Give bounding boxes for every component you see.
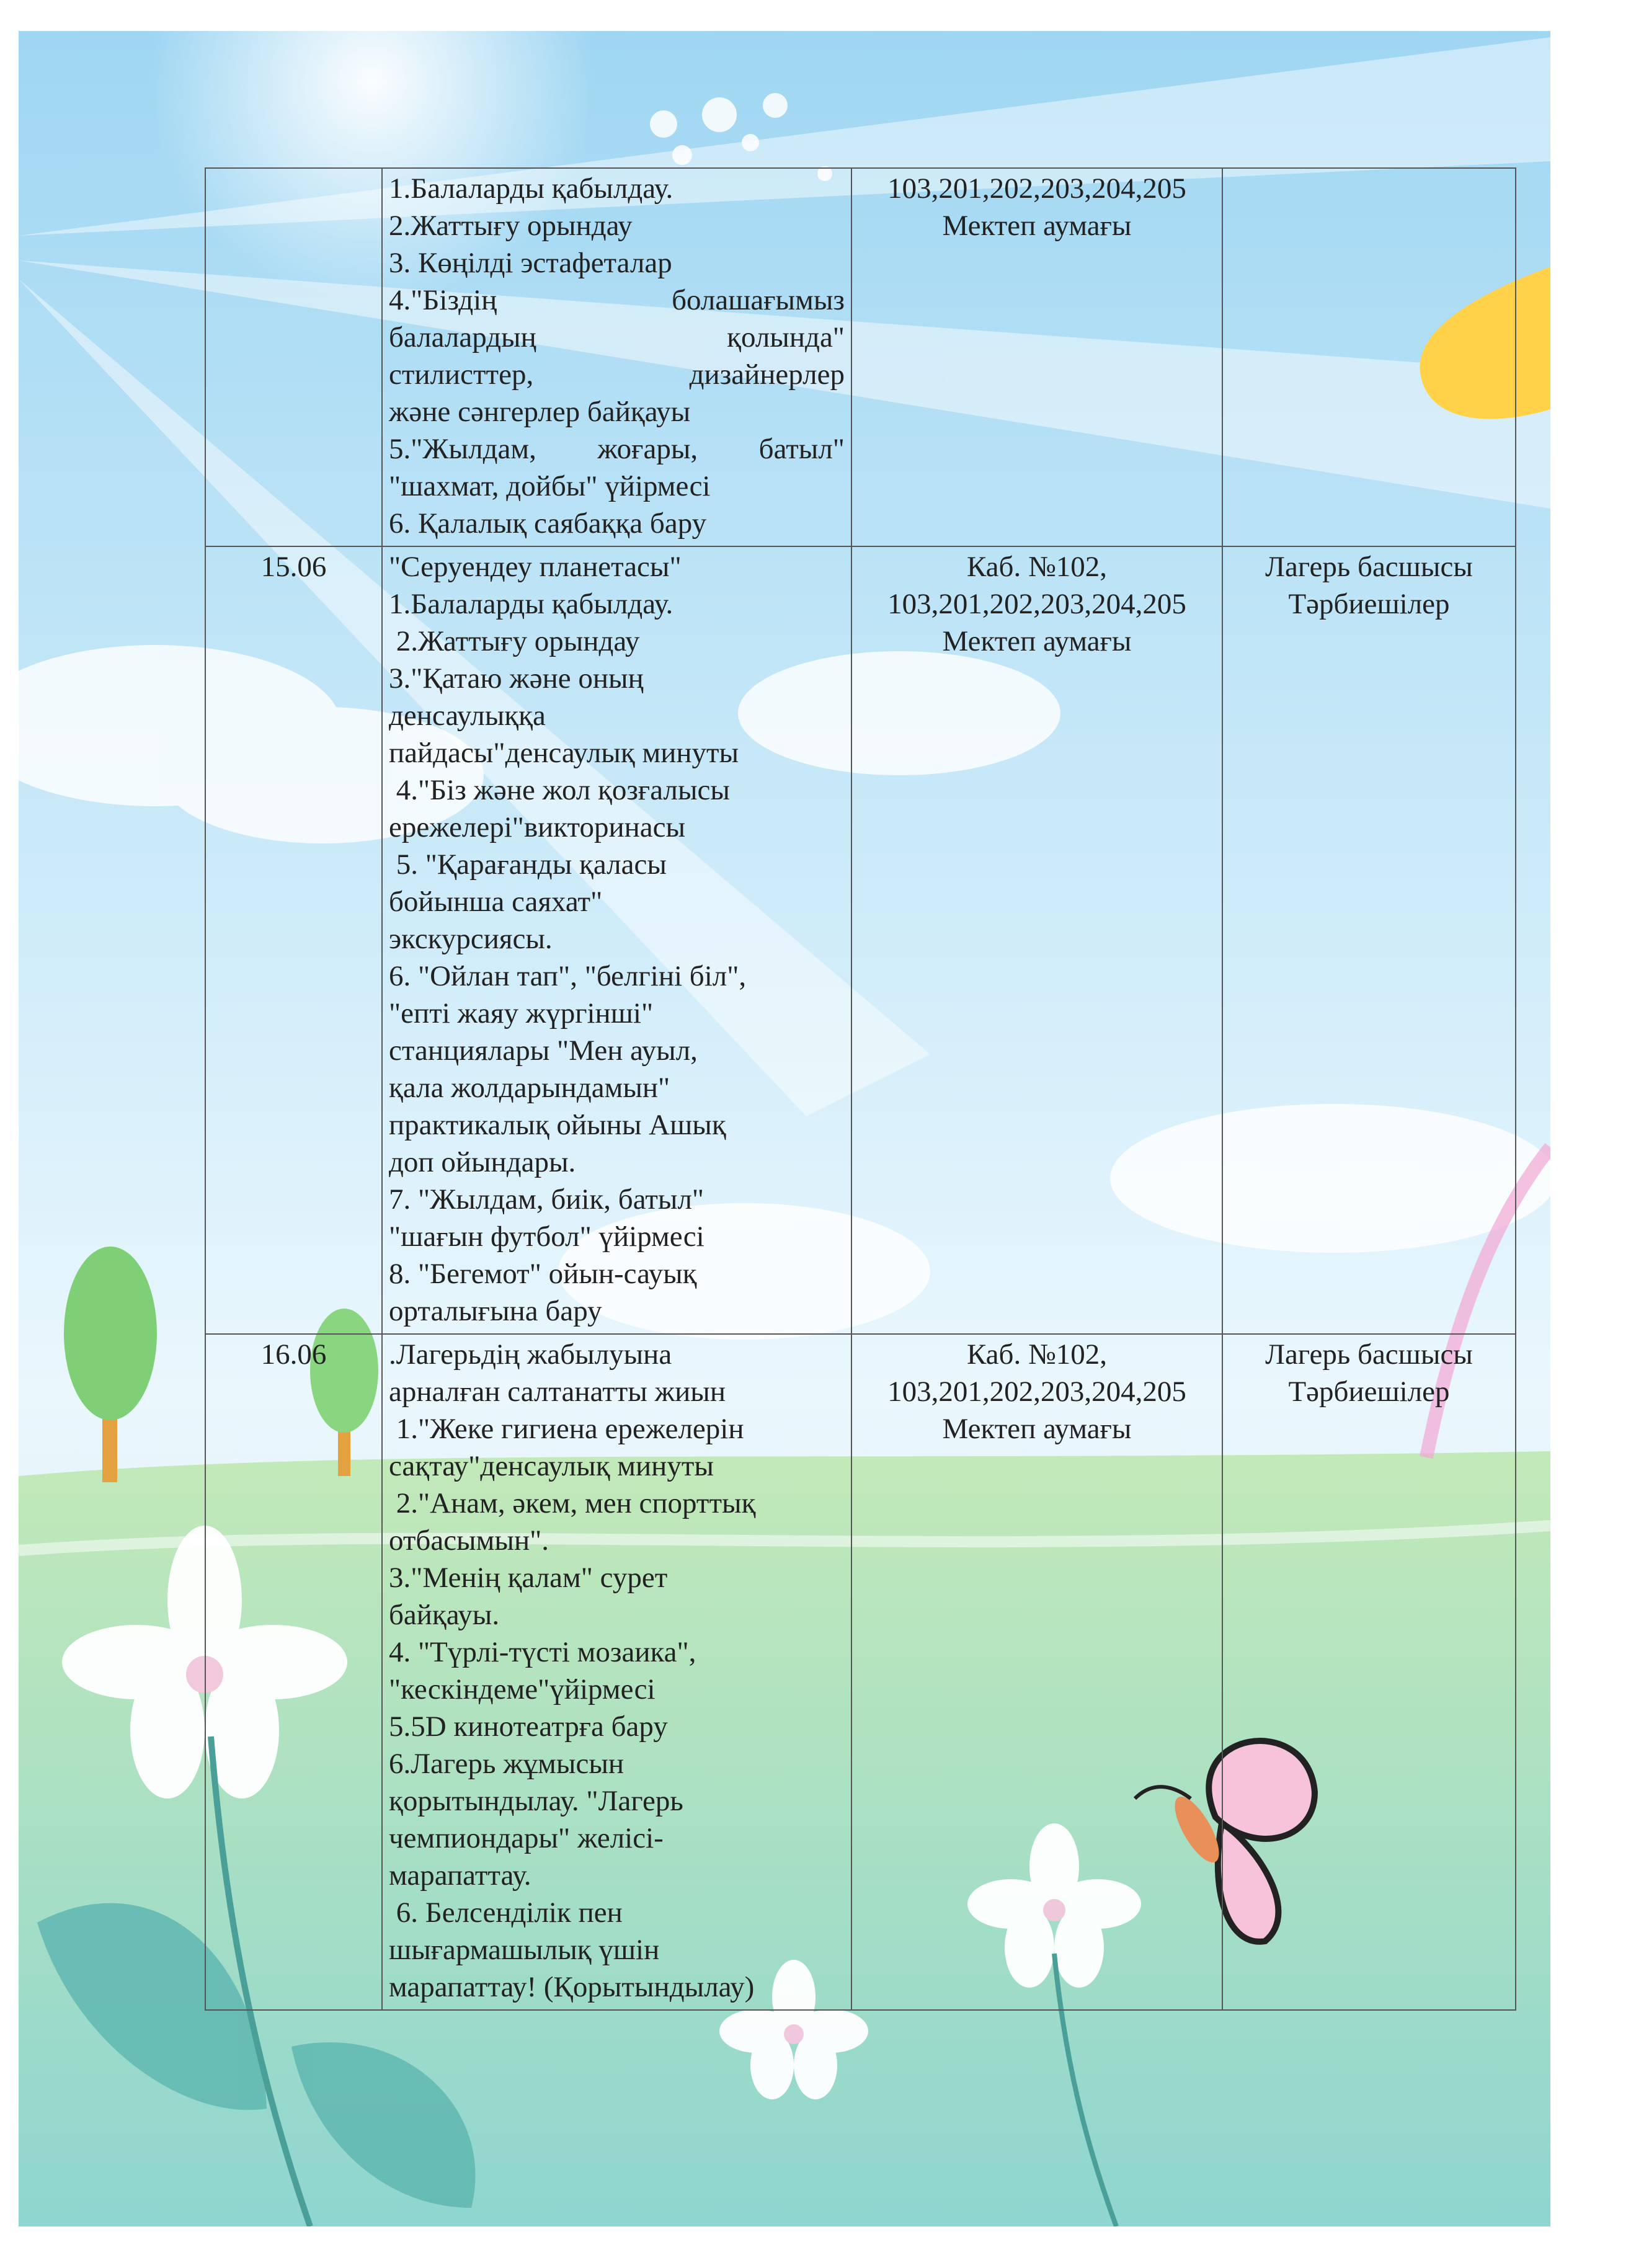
activity-line: доп ойындары. (389, 1146, 576, 1178)
activity-line: 8. "Бегемот" ойын-сауық (389, 1258, 697, 1290)
activity-line: бойынша саяхат" (389, 886, 603, 918)
responsible-line: Лагерь басшысы (1265, 551, 1473, 583)
activity-line: марапаттау! (Қорытындылау) (389, 1971, 755, 2003)
location-cell (851, 168, 1222, 546)
activity-cell (382, 546, 851, 1334)
activity-line: "епті жаяу жүргінші" (389, 997, 654, 1029)
activity-line: чемпиондары" желісі- (389, 1822, 664, 1854)
activity-line: 5. "Қарағанды қаласы (389, 848, 667, 881)
activity-line: станциялары "Мен ауыл, (389, 1034, 698, 1067)
responsible-cell (1222, 1334, 1516, 2010)
date-cell (205, 1334, 382, 2010)
activity-line: байқауы. (389, 1599, 500, 1631)
location-line: Мектеп аумағы (942, 210, 1132, 242)
activity-line: 1.Балаларды қабылдау. (389, 588, 673, 620)
activity-line: марапаттау. (389, 1859, 531, 1892)
activity-line: 2.Жаттығу орындау (389, 210, 633, 242)
activity-line: практикалық ойыны Ашық (389, 1109, 726, 1141)
location-line: Каб. №102, (966, 1338, 1108, 1371)
activity-line: 1."Жеке гигиена ережелерін (389, 1413, 744, 1445)
table-row (205, 1334, 1516, 2010)
activity-line: 3."Қатаю және оның (389, 662, 644, 695)
activity-line: "шахмат, дойбы" үйірмесі (389, 470, 711, 502)
location-cell (851, 546, 1222, 1334)
activity-cell (382, 168, 851, 546)
activity-line: 2."Анам, әкем, мен спорттық (389, 1487, 756, 1519)
activity-line: денсаулыққа (389, 700, 546, 732)
responsible-cell (1222, 168, 1516, 546)
date-text: 15.06 (260, 551, 327, 583)
activity-line: экскурсиясы. (389, 923, 553, 955)
activity-line: 6. Белсенділік пен (389, 1897, 623, 1929)
activity-line: стилисттер, дизайнерлер (389, 358, 845, 391)
responsible-cell (1222, 546, 1516, 1334)
responsible-line: Лагерь басшысы (1265, 1338, 1473, 1371)
location-line: Каб. №102, (966, 551, 1108, 583)
date-text: 16.06 (260, 1338, 327, 1371)
activity-line: .Лагерьдің жабылуына (389, 1338, 672, 1371)
activity-line: 4. "Түрлі-түсті мозаика", (389, 1636, 696, 1668)
activity-line: пайдасы"денсаулық минуты (389, 737, 739, 769)
activity-line: және сәнгерлер байқауы (389, 396, 691, 428)
activity-line: 6.Лагерь жұмысын (389, 1748, 624, 1780)
activity-line: 4."Біздің болашағымыз (389, 284, 845, 316)
activity-line: шығармашылық үшін (389, 1934, 660, 1966)
activity-line: 3."Менің қалам" сурет (389, 1562, 668, 1594)
location-line: Мектеп аумағы (942, 625, 1132, 657)
activity-line: ережелері"викторинасы (389, 811, 686, 843)
activity-line: арналған салтанатты жиын (389, 1376, 726, 1408)
activity-line: 5.5D кинотеатрға бару (389, 1710, 668, 1743)
activity-line: 7. "Жылдам, биік, батыл" (389, 1183, 704, 1216)
location-line: 103,201,202,203,204,205 (887, 1376, 1186, 1408)
activity-line: сақтау"денсаулық минуты (389, 1450, 714, 1482)
date-cell (205, 546, 382, 1334)
location-line: 103,201,202,203,204,205 (887, 588, 1186, 620)
table-row (205, 168, 1516, 546)
activity-line: "Серуендеу планетасы" (389, 551, 682, 583)
table-row (205, 546, 1516, 1334)
activity-line: "кескіндеме"үйірмесі (389, 1673, 656, 1705)
activity-line: "шағын футбол" үйірмесі (389, 1221, 704, 1253)
activity-line: 3. Көңілді эстафеталар (389, 247, 672, 279)
activity-line: қала жолдарындамын" (389, 1072, 670, 1104)
activity-line: қорытындылау. "Лагерь (389, 1785, 683, 1817)
activity-line: 2.Жаттығу орындау (389, 625, 640, 657)
activity-line: 4."Біз және жол қозғалысы (389, 774, 730, 806)
activity-line: 1.Балаларды қабылдау. (389, 172, 673, 205)
activity-line: 5."Жылдам, жоғары, батыл" (389, 433, 845, 465)
camp-schedule-table (205, 167, 1516, 2011)
location-cell (851, 1334, 1222, 2010)
activity-cell (382, 1334, 851, 2010)
location-line: 103,201,202,203,204,205 (887, 172, 1186, 205)
responsible-line: Тәрбиешілер (1288, 1376, 1450, 1408)
activity-line: орталығына бару (389, 1295, 602, 1327)
activity-line: балалардың қолында" (389, 321, 845, 354)
activity-line: 6. Қалалық саябаққа бару (389, 507, 707, 540)
responsible-line: Тәрбиешілер (1288, 588, 1450, 620)
location-line: Мектеп аумағы (942, 1413, 1132, 1445)
date-cell (205, 168, 382, 546)
activity-line: отбасымын". (389, 1524, 549, 1557)
activity-line: 6. "Ойлан тап", "белгіні біл", (389, 960, 747, 992)
